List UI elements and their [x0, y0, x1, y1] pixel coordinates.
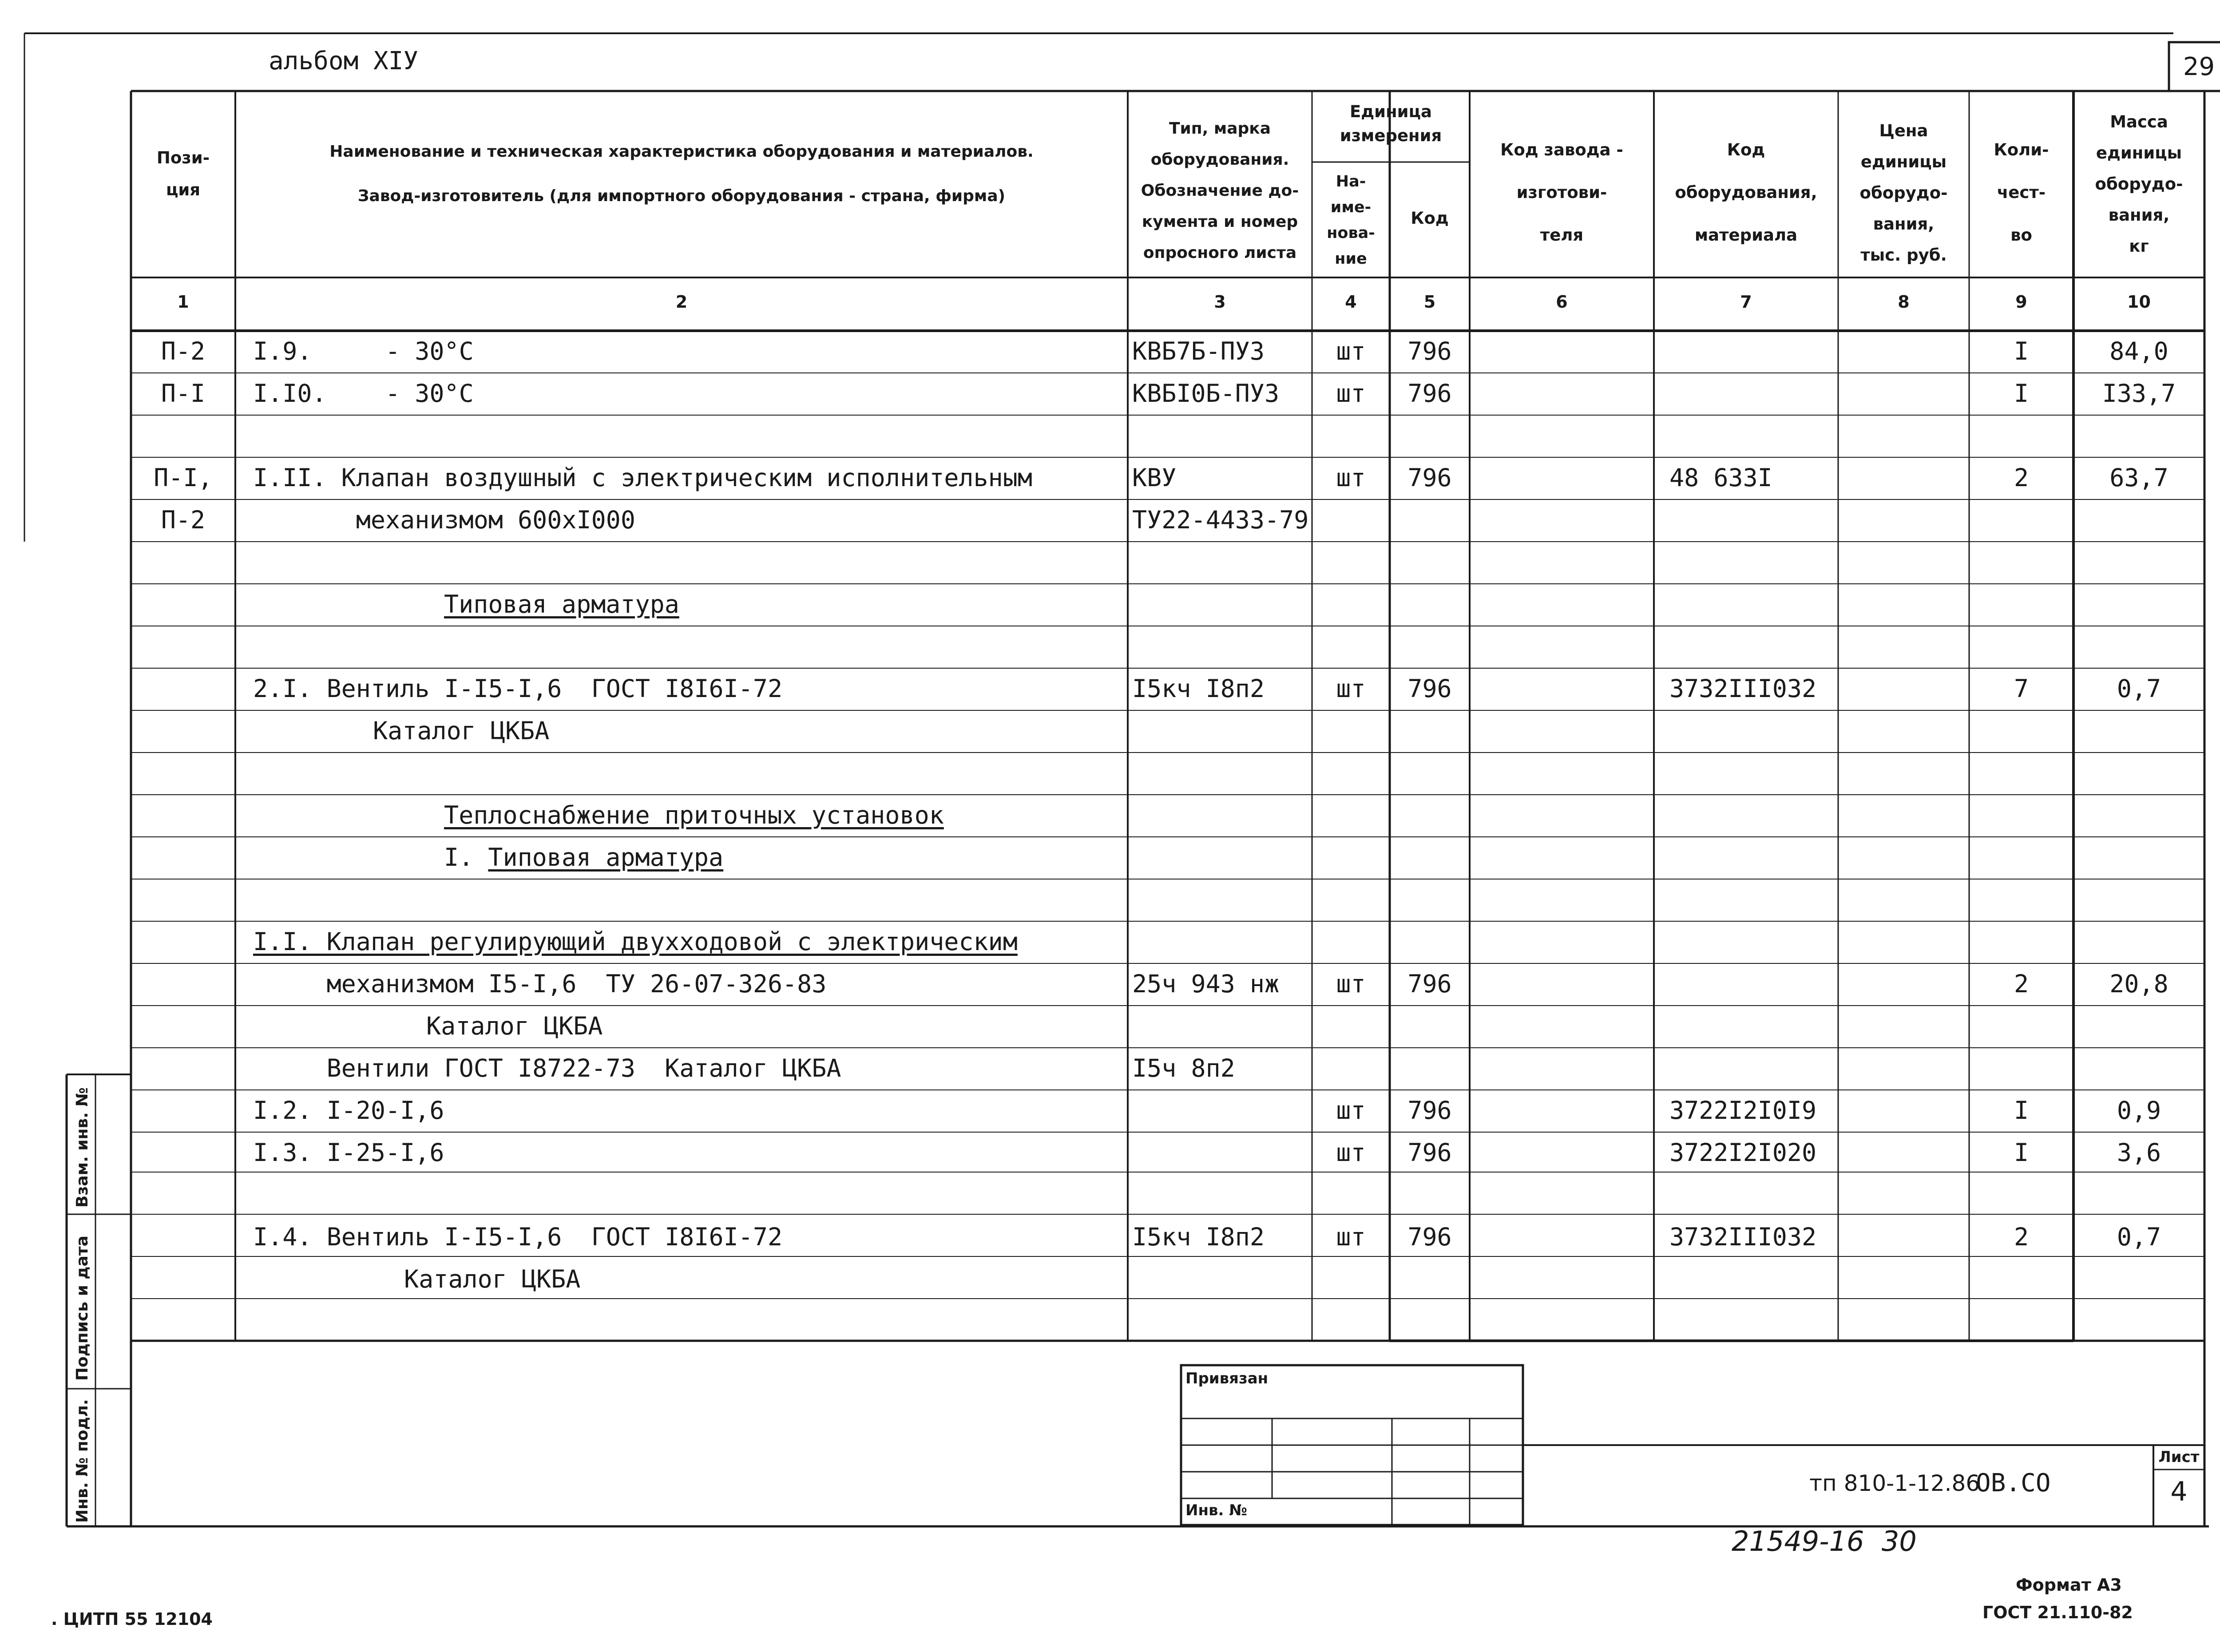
- table-cell-qty: 2: [2014, 1223, 2029, 1251]
- table-cell-code: 796: [1407, 1138, 1452, 1167]
- table-cell-mass: 0,9: [2117, 1096, 2161, 1125]
- header-name-line1: Наименование и техническая характеристика оборудования и материалов.: [329, 143, 1034, 161]
- table-cell-unit: шт: [1336, 970, 1366, 998]
- column-number: 5: [1423, 292, 1436, 312]
- table-cell-mass: 0,7: [2117, 1223, 2161, 1251]
- table-cell-name: Теплоснабжение приточных установок: [444, 801, 944, 829]
- table-cell-pos: П-I: [161, 379, 206, 408]
- header-mass: Масса единицы оборудо- вания, кг: [2095, 112, 2183, 256]
- header-unit-code: Код: [1411, 209, 1449, 228]
- table-cell-name: I.9. - 30°С: [253, 337, 474, 365]
- header-unit-group: Единица измерения: [1340, 102, 1442, 145]
- table-cell-name: Каталог ЦКБА: [404, 1265, 581, 1293]
- header-name-line2: Завод-изготовитель (для импортного оборудования - страна, фирма): [357, 187, 1006, 205]
- table-cell-name: Каталог ЦКБА: [426, 1012, 603, 1040]
- column-number: 7: [1740, 292, 1752, 312]
- table-cell-qty: 2: [2014, 464, 2029, 492]
- table-cell-code: 796: [1407, 674, 1452, 703]
- header-price: Цена единицы оборудо- вания, тыс. руб.: [1859, 121, 1948, 265]
- header-factory-code: Код завода - изготови- теля: [1500, 140, 1623, 245]
- table-cell-equip: 48 633I: [1669, 464, 1772, 492]
- table-cell-pos: П-2: [161, 506, 206, 534]
- table-cell-name: Типовая арматура: [444, 590, 679, 618]
- header-type: Тип, марка оборудования. Обозначение до- кумента и номер опросного листа: [1141, 119, 1299, 262]
- header-quantity: Коли- чест- во: [1994, 140, 2049, 245]
- table-cell-type: I5ч 8п2: [1132, 1054, 1235, 1082]
- table-cell-mass: 84,0: [2109, 337, 2168, 365]
- table-cell-mass: 20,8: [2109, 970, 2168, 998]
- page-number: 29: [2183, 52, 2215, 81]
- table-cell-name: I.4. Вентиль I-I5-I,6 ГОСТ I8I6I-72: [253, 1223, 783, 1251]
- table-cell-name: I.3. I-25-I,6: [253, 1138, 444, 1167]
- column-number: 10: [2127, 292, 2151, 312]
- table-cell-unit: шт: [1336, 337, 1366, 365]
- table-cell-type: 25ч 943 нж: [1132, 970, 1280, 998]
- standard-label: ГОСТ 21.110-82: [1982, 1603, 2133, 1622]
- table-cell-name: механизмом 600хI000: [253, 506, 635, 534]
- header-equipment-code: Код оборудования, материала: [1675, 140, 1817, 245]
- table-cell-name: Каталог ЦКБА: [373, 717, 550, 745]
- table-cell-name: Вентили ГОСТ I8722-73 Каталог ЦКБА: [253, 1054, 841, 1082]
- table-cell-unit: шт: [1336, 379, 1366, 408]
- table-cell-name: I.I0. - 30°С: [253, 379, 474, 408]
- table-cell-name: механизмом I5-I,6 ТУ 26-07-326-83: [253, 970, 827, 998]
- table-cell-type: КВУ: [1132, 464, 1177, 492]
- table-cell-pos: П-2: [161, 337, 206, 365]
- stamp-doc-code: ОВ.СО: [1976, 1469, 2051, 1497]
- table-cell-type: ТУ22-4433-79: [1132, 506, 1309, 534]
- table-cell-name: I. Типовая арматура: [444, 843, 724, 872]
- table-cell-code: 796: [1407, 970, 1452, 998]
- column-number: 6: [1556, 292, 1568, 312]
- stamp-designation: тп 810-1-12.86: [1809, 1470, 1980, 1496]
- table-cell-equip: 3732III032: [1669, 1223, 1817, 1251]
- album-label: альбом XIУ: [269, 47, 419, 75]
- table-cell-type: КВБ7Б-ПУЗ: [1132, 337, 1265, 365]
- table-cell-name: I.II. Клапан воздушный с электрическим исполнительным: [253, 464, 1032, 492]
- table-cell-mass: I33,7: [2102, 379, 2176, 408]
- handwritten-number: 21549-16 30: [1732, 1525, 1917, 1557]
- side-label-signature-date: Подпись и дата: [73, 1236, 91, 1381]
- table-cell-name: I.I. Клапан регулирующий двухходовой с электрическим: [253, 927, 1018, 956]
- stamp-sheet-label: Лист: [2158, 1448, 2200, 1466]
- table-cell-type: I5кч I8п2: [1132, 1223, 1265, 1251]
- table-cell-unit: шт: [1336, 1096, 1366, 1125]
- side-label-replacement-inv: Взам. инв. №: [73, 1087, 91, 1208]
- table-cell-type: КВБI0Б-ПУЗ: [1132, 379, 1280, 408]
- format-label: Формат А3: [2016, 1575, 2122, 1595]
- stamp-inv-label: Инв. №: [1185, 1501, 1248, 1519]
- column-number: 4: [1345, 292, 1357, 312]
- table-cell-qty: 2: [2014, 970, 2029, 998]
- table-cell-unit: шт: [1336, 1138, 1366, 1167]
- column-number: 1: [177, 292, 189, 312]
- footer-print-code: . ЦИТП 55 12104: [51, 1609, 213, 1629]
- stamp-sheet-number: 4: [2170, 1476, 2188, 1507]
- side-label-original-inv: Инв. № подл.: [73, 1399, 91, 1523]
- table-cell-type: I5кч I8п2: [1132, 674, 1265, 703]
- underlined-heading: Типовая арматура: [488, 843, 724, 872]
- table-cell-mass: 63,7: [2109, 464, 2168, 492]
- table-cell-mass: 0,7: [2117, 674, 2161, 703]
- table-cell-qty: I: [2014, 1096, 2029, 1125]
- table-cell-qty: I: [2014, 379, 2029, 408]
- column-number: 3: [1214, 292, 1226, 312]
- header-position: Пози- ция: [156, 148, 210, 199]
- table-cell-equip: 3722I2I020: [1669, 1138, 1817, 1167]
- column-number: 8: [1898, 292, 1910, 312]
- table-cell-code: 796: [1407, 1096, 1452, 1125]
- table-cell-mass: 3,6: [2117, 1138, 2161, 1167]
- table-cell-qty: 7: [2014, 674, 2029, 703]
- header-unit-name: На- име- нова- ние: [1327, 173, 1375, 268]
- table-cell-qty: I: [2014, 1138, 2029, 1167]
- table-cell-equip: 3732III032: [1669, 674, 1817, 703]
- table-cell-pos: П-I,: [154, 464, 213, 492]
- table-cell-name: I.2. I-20-I,6: [253, 1096, 444, 1125]
- table-cell-unit: шт: [1336, 674, 1366, 703]
- table-cell-unit: шт: [1336, 464, 1366, 492]
- table-cell-code: 796: [1407, 379, 1452, 408]
- column-number: 2: [675, 292, 688, 312]
- table-cell-equip: 3722I2I0I9: [1669, 1096, 1817, 1125]
- table-cell-code: 796: [1407, 464, 1452, 492]
- table-cell-unit: шт: [1336, 1223, 1366, 1251]
- table-cell-code: 796: [1407, 337, 1452, 365]
- table-cell-code: 796: [1407, 1223, 1452, 1251]
- table-cell-name: 2.I. Вентиль I-I5-I,6 ГОСТ I8I6I-72: [253, 674, 783, 703]
- column-number: 9: [2015, 292, 2027, 312]
- table-cell-qty: I: [2014, 337, 2029, 365]
- stamp-bound-label: Привязан: [1185, 1370, 1269, 1387]
